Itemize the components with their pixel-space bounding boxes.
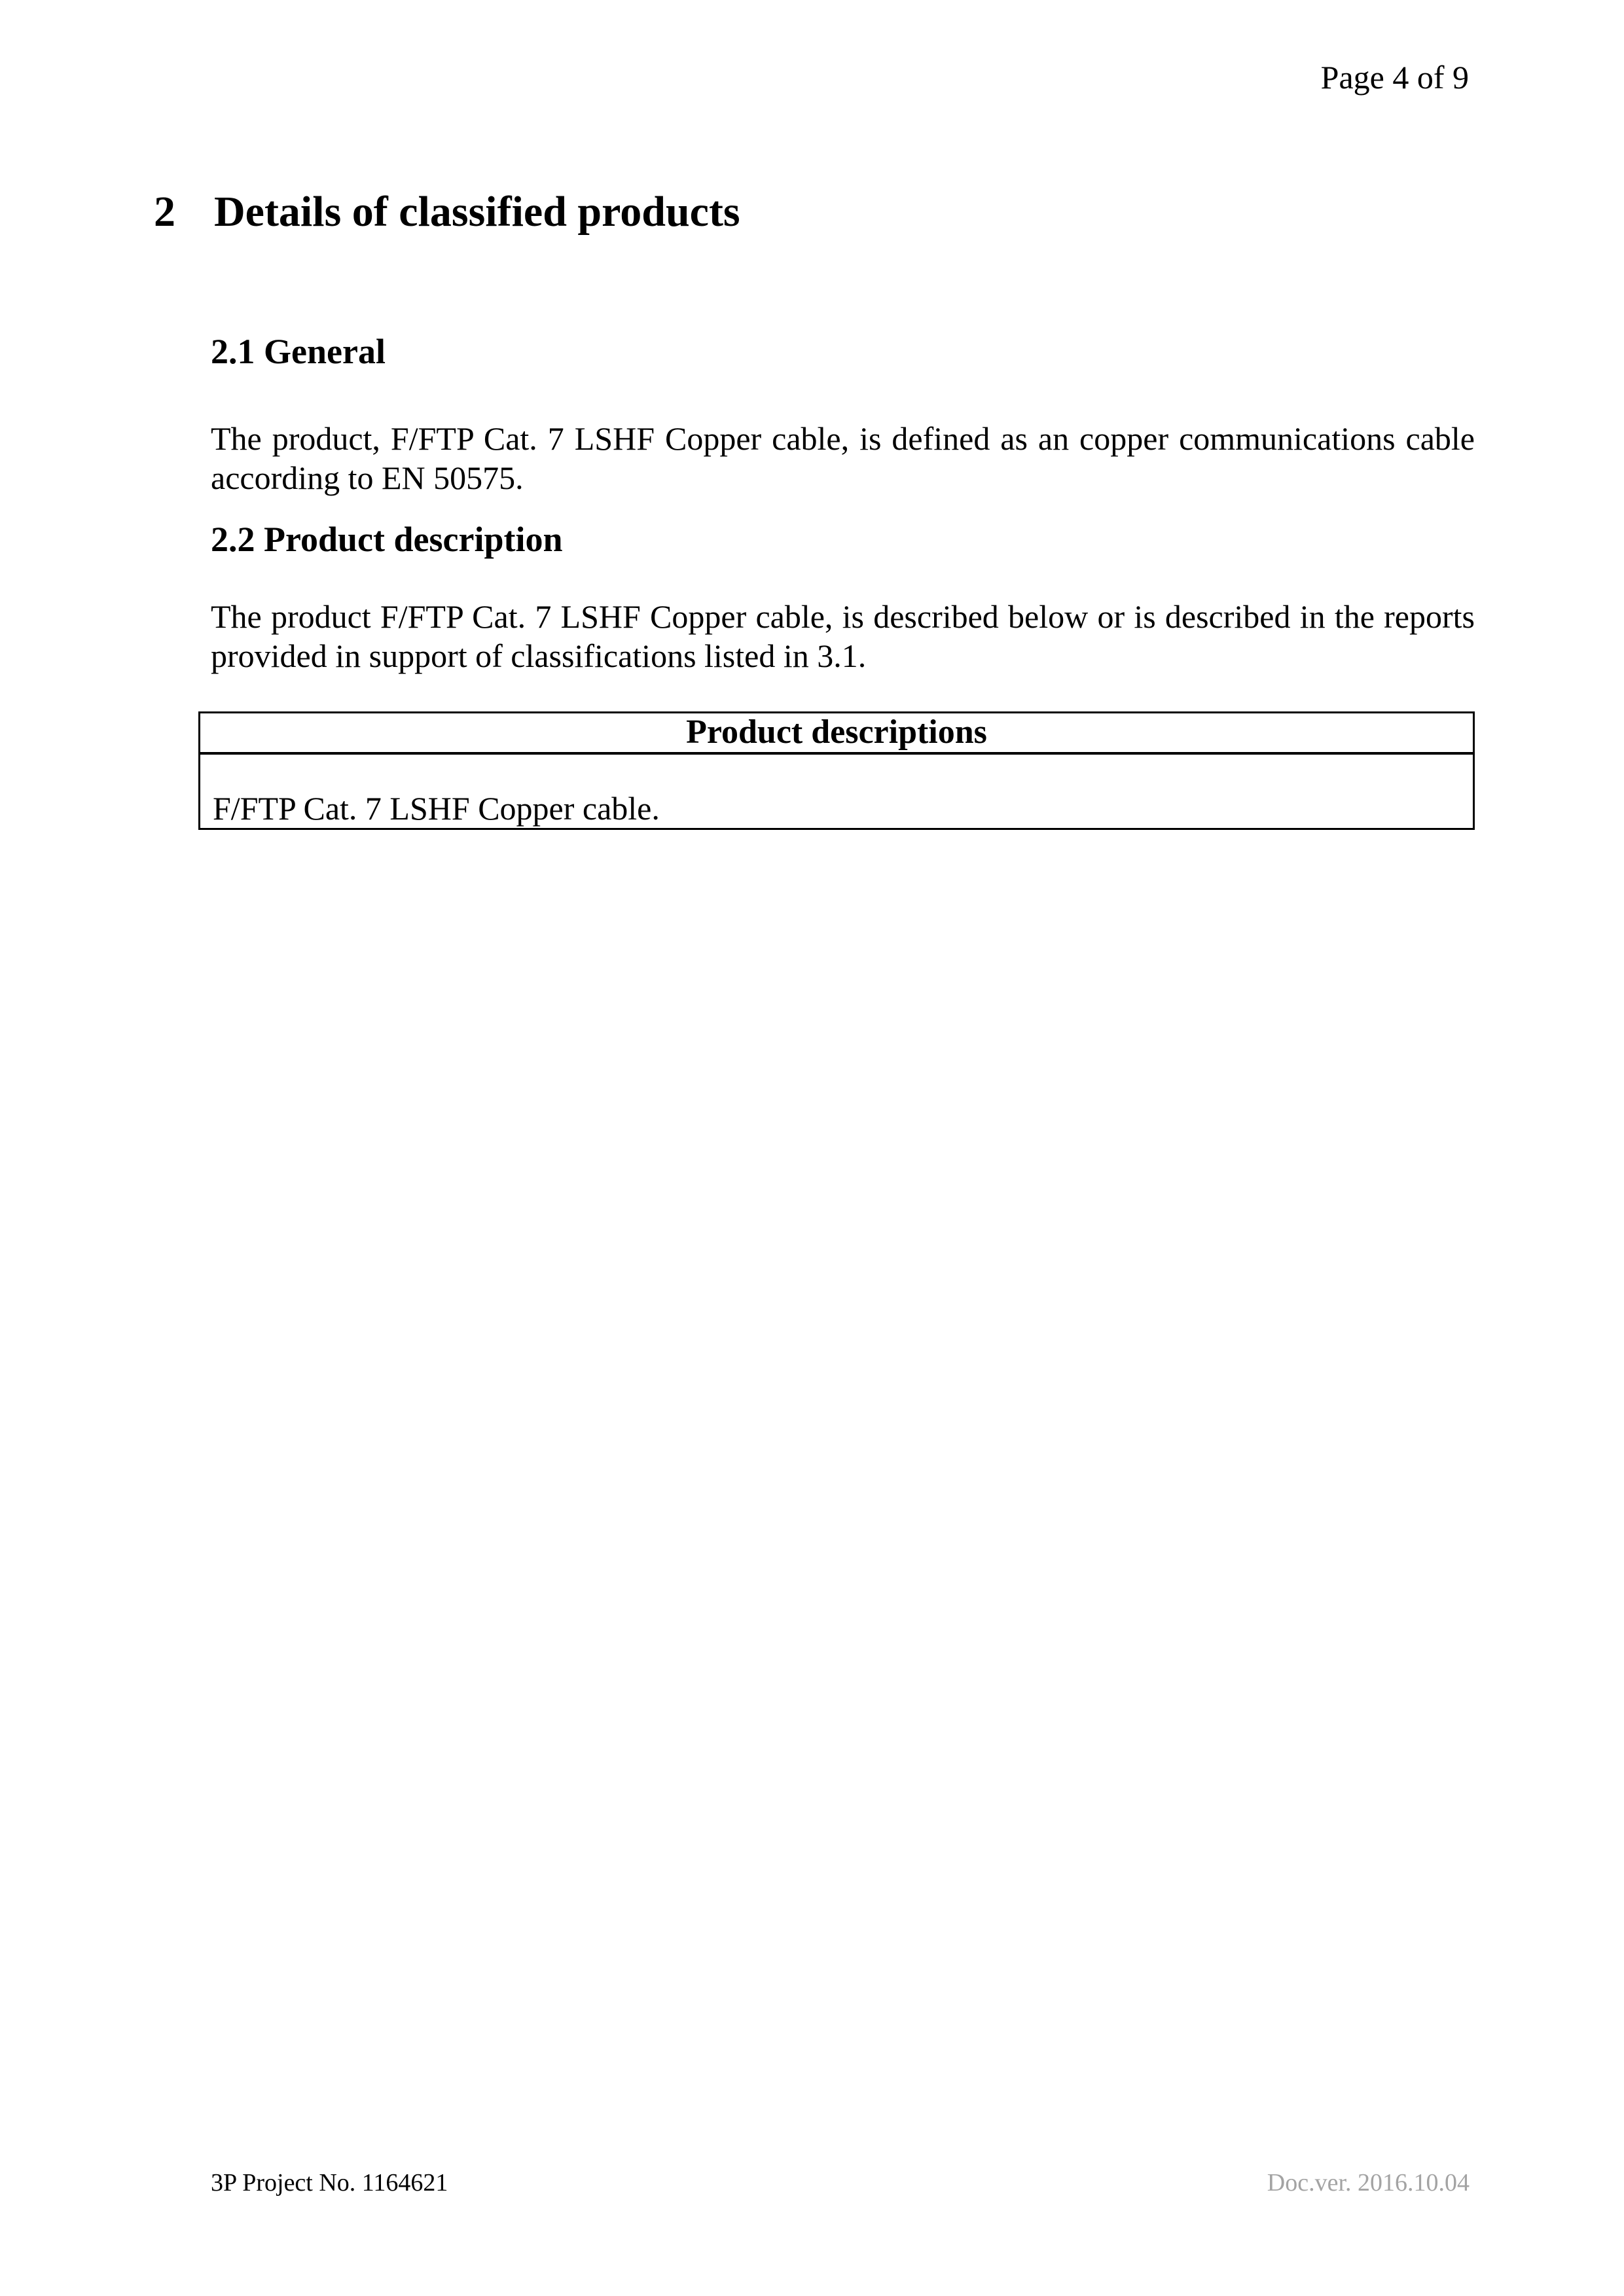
paragraph-general: The product, F/FTP Cat. 7 LSHF Copper cable, is defined as an copper communications cable according to EN 50575. bbox=[211, 420, 1475, 496]
table-row bbox=[200, 753, 1474, 829]
table-cell-product: F/FTP Cat. 7 LSHF Copper cable. bbox=[200, 753, 1474, 829]
table-header-row bbox=[200, 713, 1474, 753]
paragraph-product-description: The product F/FTP Cat. 7 LSHF Copper cable, is described below or is described in the reports provided in support of classifications listed in 3.1. bbox=[211, 598, 1475, 674]
product-descriptions-table bbox=[198, 711, 1475, 830]
footer-doc-version: Doc.ver. 2016.10.04 bbox=[1267, 2169, 1470, 2197]
footer-project-number: 3P Project No. 1164621 bbox=[211, 2169, 448, 2197]
page-number: Page 4 of 9 bbox=[1320, 59, 1469, 96]
table-header-cell: Product descriptions bbox=[200, 713, 1474, 753]
section-number: 2 bbox=[154, 188, 175, 236]
subsection-heading-general: 2.1 General bbox=[211, 332, 386, 371]
subsection-heading-product-description: 2.2 Product description bbox=[211, 520, 563, 559]
section-title: Details of classified products bbox=[214, 188, 740, 236]
section-heading-main bbox=[154, 187, 740, 237]
